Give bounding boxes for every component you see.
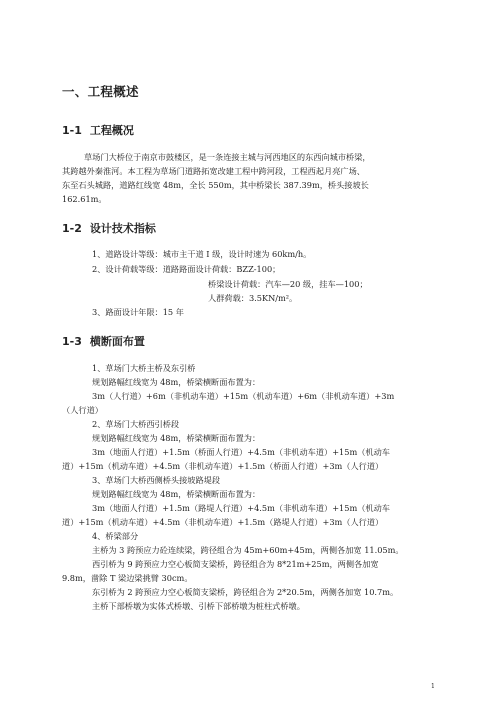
s13-line: 3m（地面人行道）+1.5m（桥面人行道）+4.5m（非机动车道）+15m（机动车 — [92, 447, 390, 457]
s13-line: 规划路幅红线宽为 48m，桥梁横断面布置为： — [92, 377, 261, 387]
s11-line: 草场门大桥位于南京市鼓楼区，是一条连接主城与河西地区的东西向城市桥梁， — [84, 152, 371, 162]
s13-line: 规划路幅红线宽为 48m，桥梁横断面布置为： — [92, 433, 261, 443]
s11-line: 162.61m。 — [62, 194, 107, 204]
heading-1-1 — [62, 122, 134, 138]
heading-1-1-number: 1-1 — [62, 124, 82, 137]
s13-line: 道）+15m（机动车道）+4.5m（非机动车道）+1.5m（桥面人行道）+3m（人行道） — [62, 461, 384, 471]
s12-line: 3、路面设计年限：15 年 — [92, 307, 184, 317]
s13-line: 道）+15m（机动车道）+4.5m（非机动车道）+1.5m（路堤人行道）+3m（人行道） — [62, 517, 384, 527]
s11-line: 东至石头城路，道路红线宽 48m，全长 550m，其中桥梁长 387.39m，桥头接坡长 — [62, 180, 369, 190]
s13-line: 主桥为 3 跨预应力砼连续梁，跨径组合为 45m+60m+45m，两侧各加宽 11.05m。 — [92, 545, 404, 555]
s11-line: 其跨越外秦淮河。本工程为草场门道路拓宽改建工程中跨河段，工程西起月亮广场、 — [62, 166, 365, 176]
heading-1-3-number: 1-3 — [62, 335, 82, 348]
s13-line: 西引桥为 9 跨预应力空心板简支梁桥，跨径组合为 8*21m+25m，两侧各加宽 — [92, 559, 379, 569]
s13-line: 主桥下部桥墩为实体式桥墩、引桥下部桥墩为桩柱式桥墩。 — [92, 601, 305, 611]
s13-line: 4、桥梁部分 — [92, 531, 139, 541]
s13-line: 3、草场门大桥西侧桥头接坡路堤段 — [92, 475, 221, 485]
heading-1-2 — [62, 220, 156, 236]
heading-1-2-title: 设计技术指标 — [89, 222, 156, 235]
s13-line: 3m（人行道）+6m（非机动车道）+15m（机动车道）+6m（非机动车道）+3m — [92, 391, 395, 401]
s12-line: 桥梁设计荷载：汽车—20 级，挂车—100； — [208, 279, 368, 289]
s13-line: 2、草场门大桥西引桥段 — [92, 419, 180, 429]
page-number: 1 — [431, 683, 435, 690]
heading-1-1-title: 工程概况 — [89, 124, 134, 137]
s13-line: 9.8m，凿除 T 梁边梁挑臂 30cm。 — [62, 573, 193, 583]
s12-line: 人群荷载：3.5KN/m²。 — [208, 293, 298, 303]
s13-line: 东引桥为 2 跨预应力空心板简支梁桥，跨径组合为 2*20.5m，两侧各加宽 10.7m。 — [92, 587, 399, 597]
s13-line: 规划路幅红线宽为 48m，桥梁横断面布置为： — [92, 489, 261, 499]
s13-line: 3m（地面人行道）+1.5m（路堤人行道）+4.5m（非机动车道）+15m（机动车 — [92, 503, 390, 513]
s12-line: 2、设计荷载等级：道路路面设计荷载：BZZ-100； — [92, 264, 281, 274]
s13-line: （人行道） — [62, 405, 103, 415]
heading-1-2-number: 1-2 — [62, 222, 82, 235]
heading-1-3 — [62, 333, 145, 349]
s12-line: 1、道路设计等级：城市主干道 I 级，设计时速为 60km/h。 — [92, 249, 312, 259]
s13-line: 1、草场门大桥主桥及东引桥 — [92, 363, 196, 373]
section-heading-main: 一、工程概述 — [62, 84, 139, 99]
heading-1-3-title: 横断面布置 — [89, 335, 145, 348]
